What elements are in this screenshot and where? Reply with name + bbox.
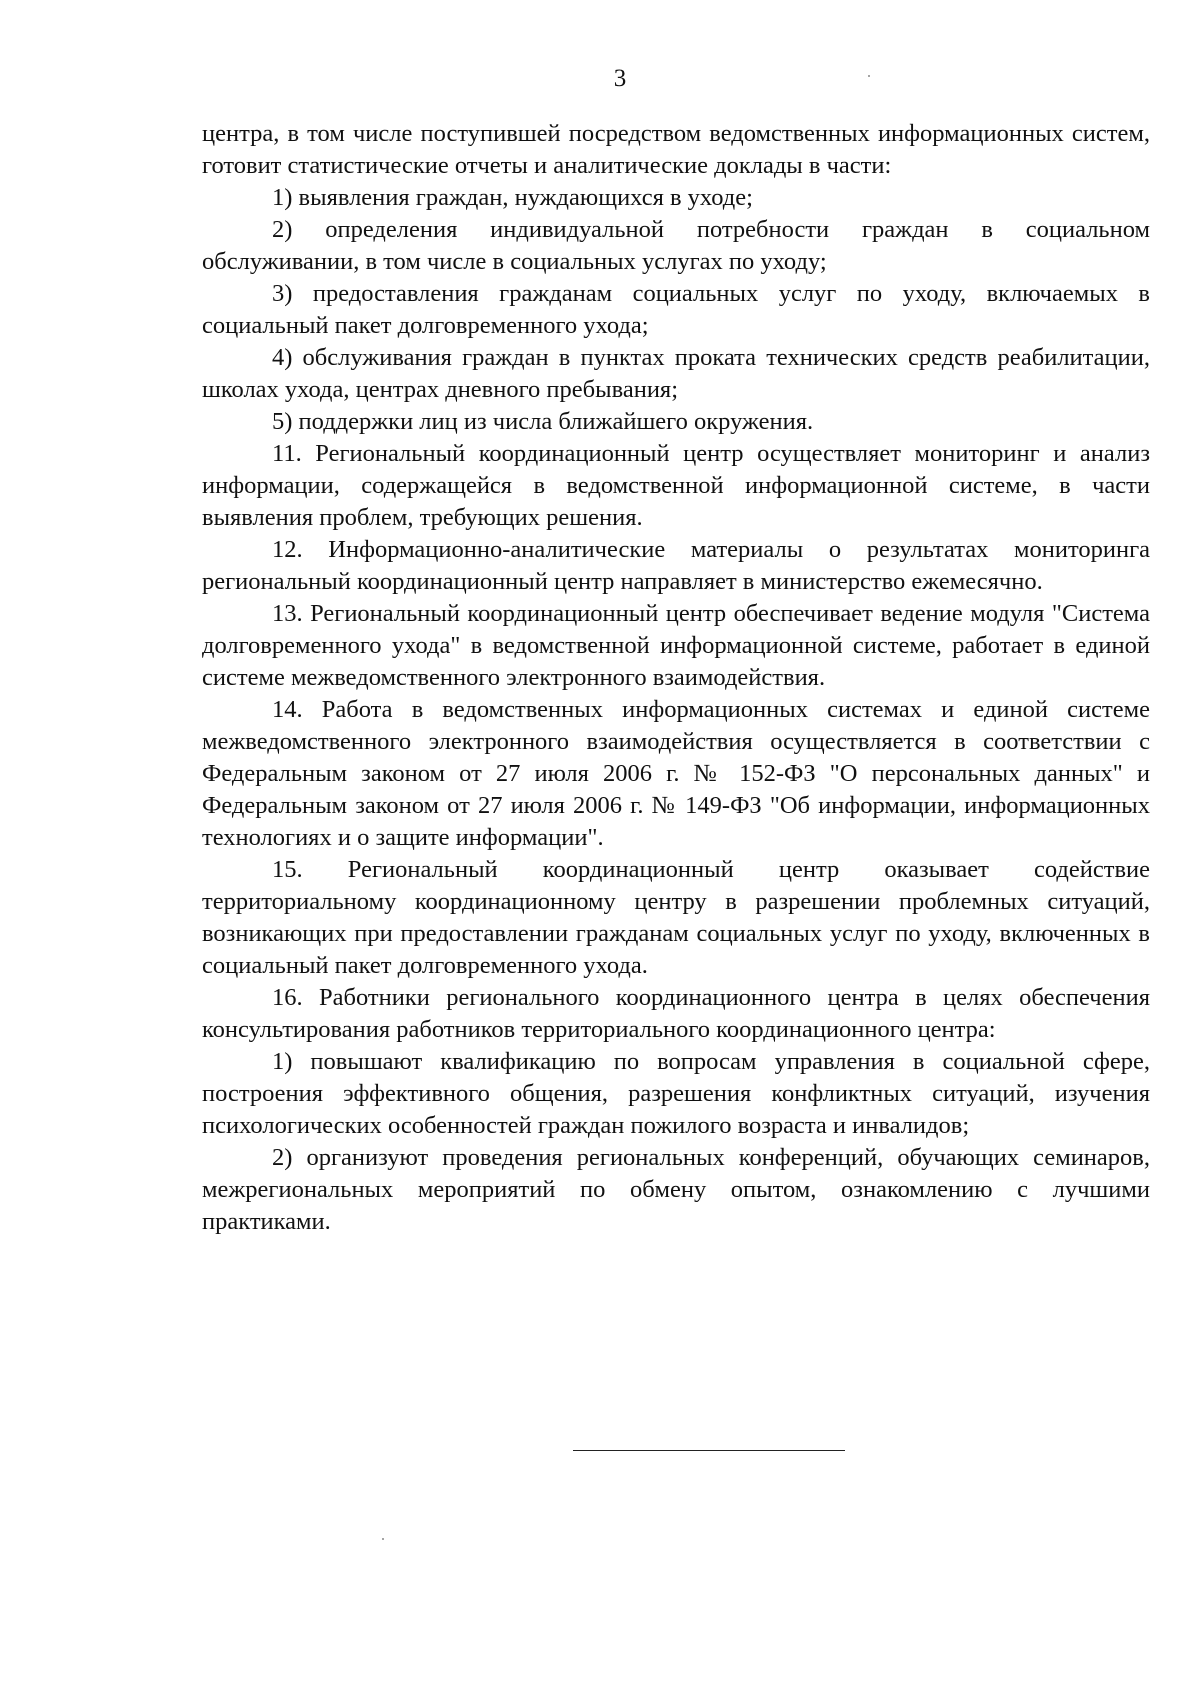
clause-16: 16. Работники регионального координационного центра в целях обеспечения консультирования работников территориального координационного центра: — [202, 984, 1150, 1043]
clause-16-item-2: 2) организуют проведения региональных конференций, обучающих семинаров, межрегиональных мероприятий по обмену опытом, ознакомлению с лучшими практиками. — [202, 1144, 1150, 1235]
scan-speck — [382, 1538, 384, 1540]
list-item-5: 5) поддержки лиц из числа ближайшего окружения. — [272, 408, 814, 435]
clause-13: 13. Региональный координационный центр обеспечивает ведение модуля "Система долговременного ухода" в ведомственной информационной системе, работает в единой системе межведомственного электронного взаимодействия. — [202, 600, 1150, 691]
clause-12: 12. Информационно-аналитические материалы о результатах мониторинга региональный координационный центр направляет в министерство ежемесячно. — [202, 536, 1150, 595]
list-item-2: 2) определения индивидуальной потребности граждан в социальном обслуживании, в том числе в социальных услугах по уходу; — [202, 216, 1150, 275]
closing-divider — [573, 1450, 845, 1451]
scan-speck — [868, 75, 870, 77]
clause-11: 11. Региональный координационный центр осуществляет мониторинг и анализ информации, содержащейся в ведомственной информационной системе, в части выявления проблем, требующих решения. — [202, 440, 1150, 531]
clause-16-item-1: 1) повышают квалификацию по вопросам управления в социальной сфере, построения эффективного общения, разрешения конфликтных ситуаций, изучения психологических особенностей граждан пожилого возраста и инвалидов; — [202, 1048, 1150, 1139]
clause-14: 14. Работа в ведомственных информационных системах и единой системе межведомственного электронного взаимодействия осуществляется в соответствии с Федеральным законом от 27 июля 2006 г. № 152-ФЗ "О персональных данных" и Федеральным законом от 27 июля 2006 г. № 149-ФЗ "Об информации, информационных технологиях и о защите информации". — [202, 696, 1150, 851]
list-item-1: 1) выявления граждан, нуждающихся в уходе; — [272, 184, 753, 211]
list-item-3: 3) предоставления гражданам социальных услуг по уходу, включаемых в социальный пакет долговременного ухода; — [202, 280, 1150, 339]
document-body — [202, 118, 1150, 1238]
paragraph-continuation: центра, в том числе поступившей посредством ведомственных информационных систем, готовит статистические отчеты и аналитические доклады в части: — [202, 120, 1150, 179]
clause-15: 15. Региональный координационный центр оказывает содействие территориальному координационному центру в разрешении проблемных ситуаций, возникающих при предоставлении гражданам социальных услуг по уходу, включенных в социальный пакет долговременного ухода. — [202, 856, 1150, 979]
page-number: 3 — [613, 65, 627, 92]
list-item-4: 4) обслуживания граждан в пунктах проката технических средств реабилитации, школах ухода, центрах дневного пребывания; — [202, 344, 1150, 403]
